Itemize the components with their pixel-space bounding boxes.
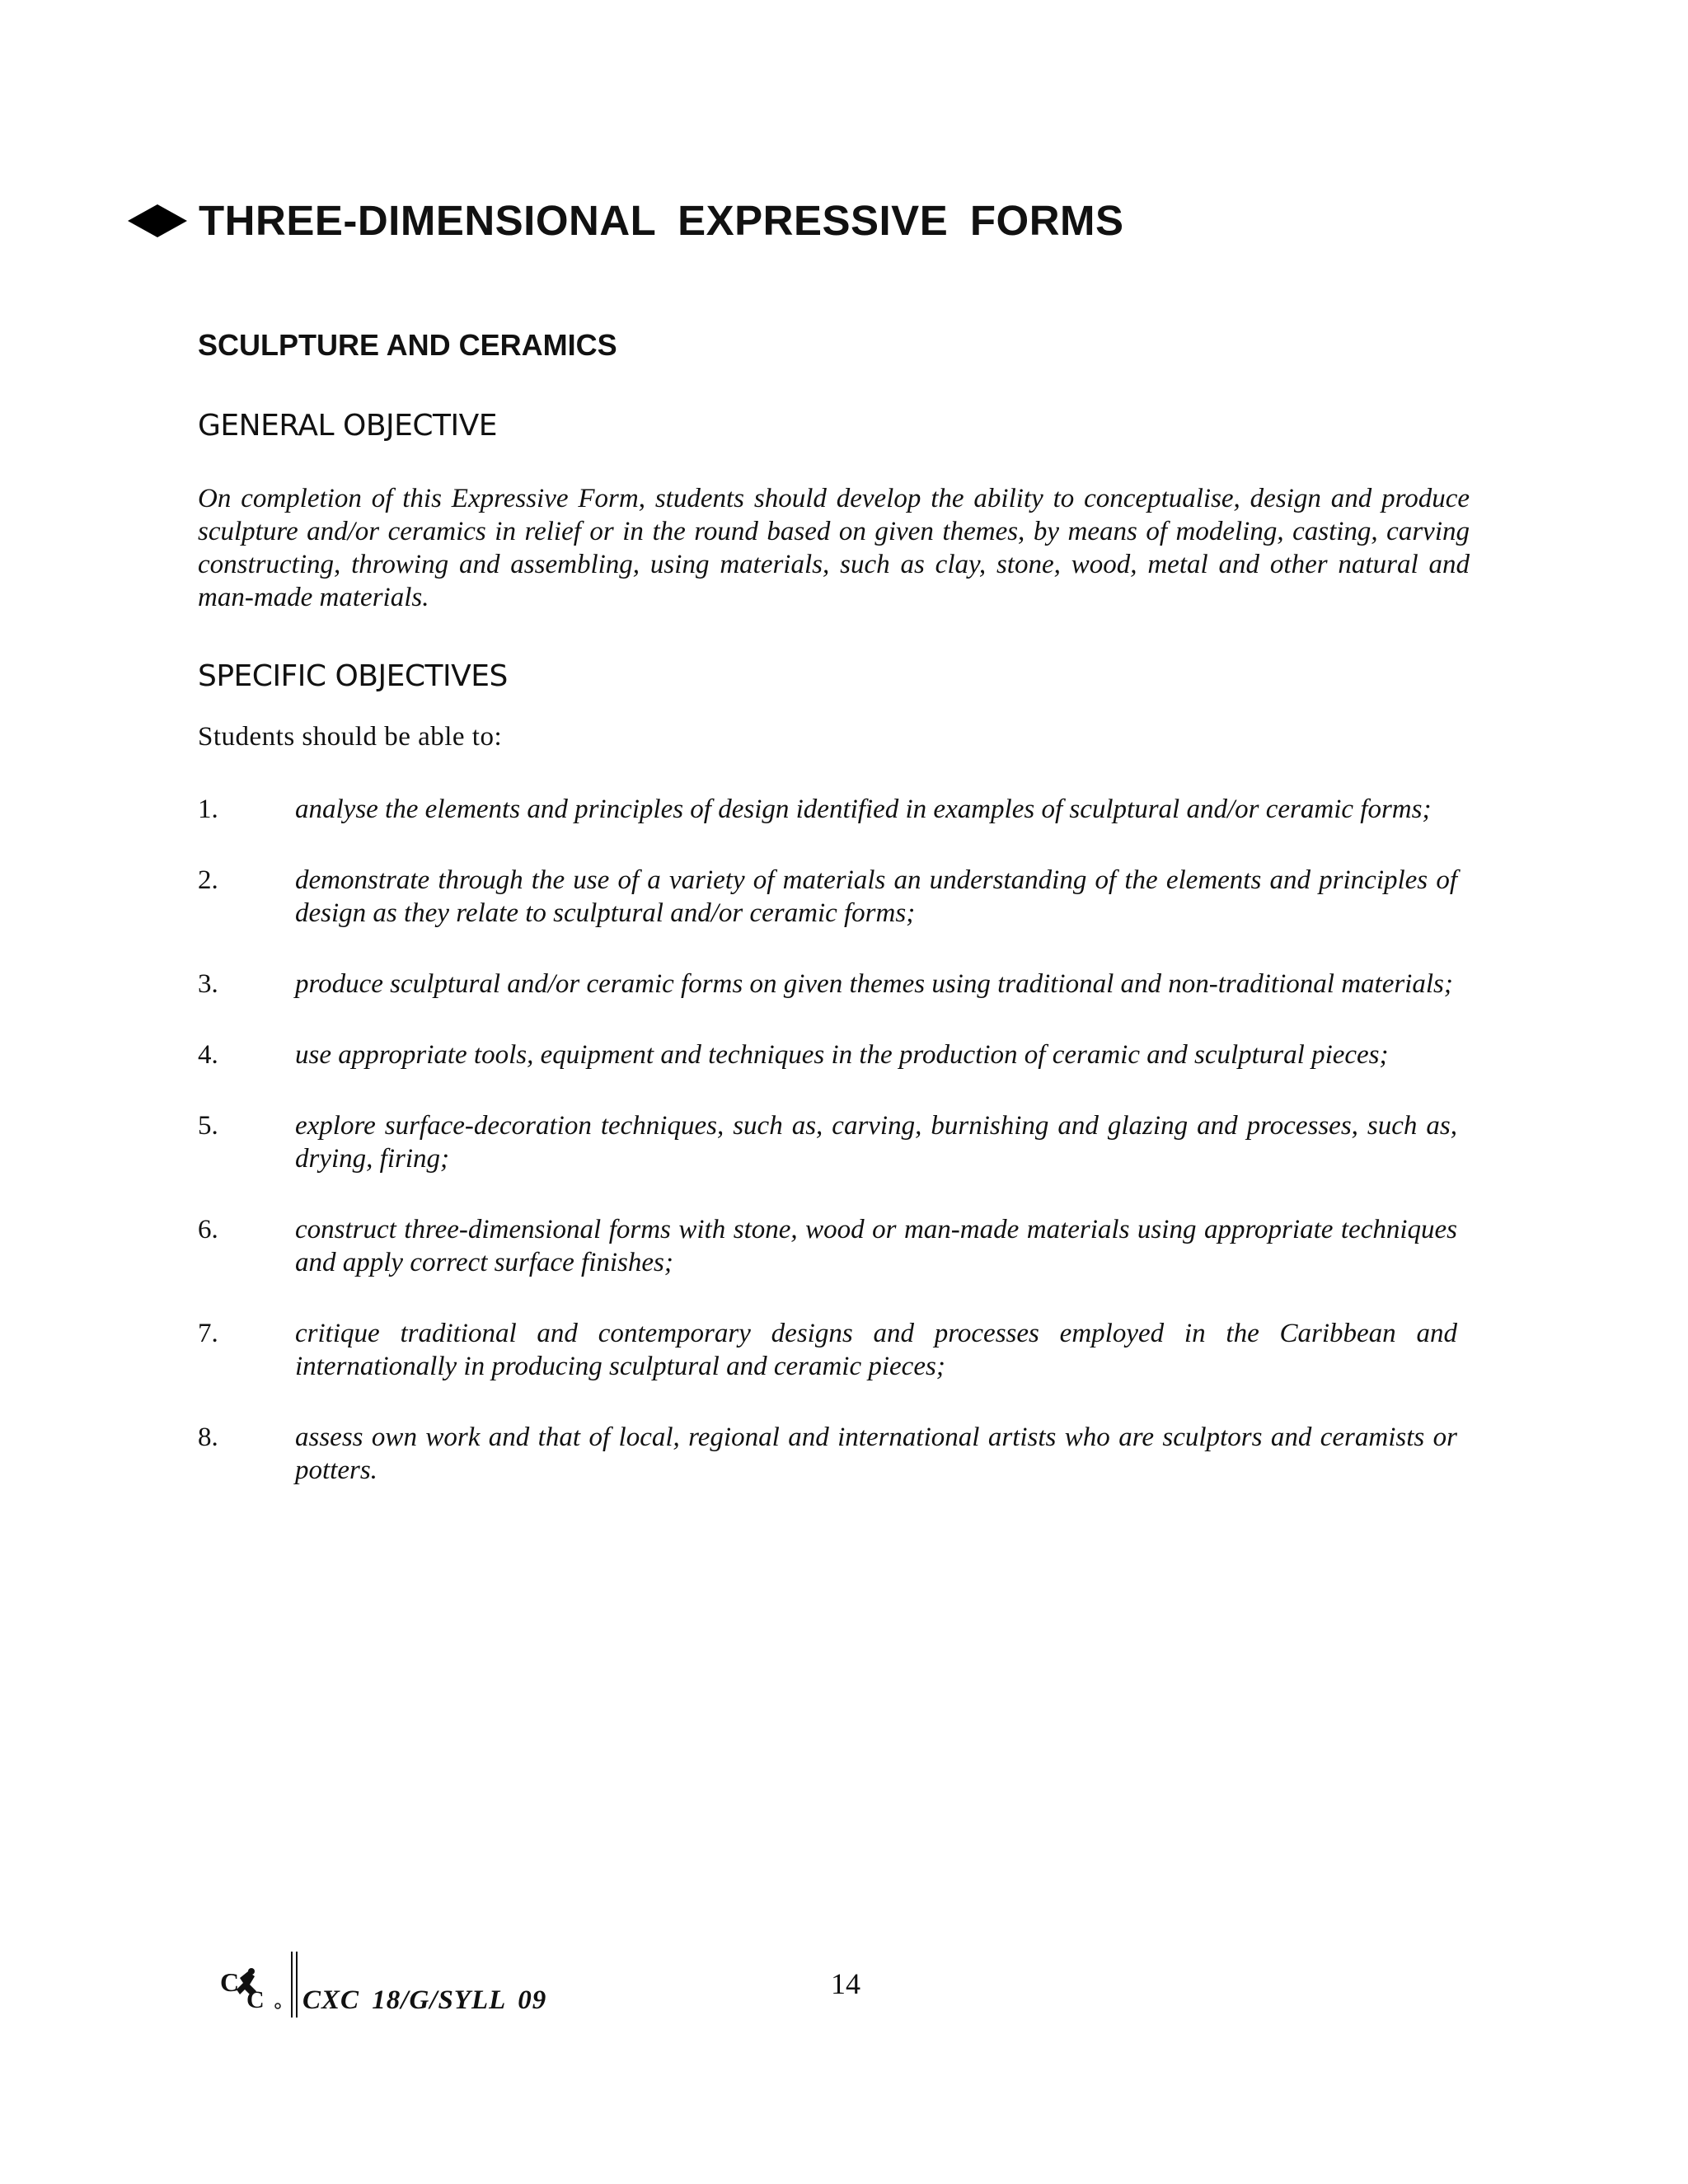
objective-number: 7. bbox=[198, 1319, 218, 1348]
svg-text:C: C bbox=[246, 1986, 265, 2013]
objective-item bbox=[198, 1421, 1457, 1487]
specific-objectives-intro: Students should be able to: bbox=[198, 722, 503, 752]
objective-number: 3. bbox=[198, 969, 218, 999]
page-footer bbox=[218, 1952, 546, 2018]
objective-number: 6. bbox=[198, 1215, 218, 1244]
cxc-logo-icon bbox=[218, 1966, 288, 2018]
svg-text:C: C bbox=[220, 1967, 240, 1997]
objective-number: 8. bbox=[198, 1422, 218, 1452]
objective-text: critique traditional and contemporary designs and processes employed in the Caribbean and internationally in producing sculptural and ceramic pieces; bbox=[295, 1319, 1457, 1381]
general-objective-heading: GENERAL OBJECTIVE bbox=[198, 409, 498, 443]
diamond-bullet-icon bbox=[128, 204, 187, 237]
objective-number: 5. bbox=[198, 1111, 218, 1141]
general-objective-text: On completion of this Expressive Form, students should develop the ability to conceptualise, design and produce sculpture and/or ceramics in relief or in the round based on given themes, by means of modeling, casting, carving constructing, throwing and assembling, using materials, such as clay, stone, wood, metal and other natural and man-made materials. bbox=[198, 484, 1470, 612]
objective-item bbox=[198, 793, 1457, 826]
footer-divider bbox=[291, 1952, 298, 2018]
objective-item bbox=[198, 1317, 1457, 1383]
objective-item bbox=[198, 1038, 1457, 1071]
objective-text: analyse the elements and principles of design identified in examples of sculptural and/or ceramic forms; bbox=[295, 794, 1432, 824]
objective-number: 4. bbox=[198, 1040, 218, 1070]
objective-item bbox=[198, 968, 1457, 1001]
objective-text: explore surface-decoration techniques, such as, carving, burnishing and glazing and processes, such as, drying, firing; bbox=[295, 1111, 1457, 1174]
objective-text: produce sculptural and/or ceramic forms on given themes using traditional and non-traditional materials; bbox=[295, 969, 1453, 999]
objective-number: 1. bbox=[198, 794, 218, 824]
objective-number: 2. bbox=[198, 865, 218, 895]
objective-text: construct three-dimensional forms with stone, wood or man-made materials using appropriate techniques and apply correct surface finishes; bbox=[295, 1215, 1457, 1277]
main-heading bbox=[128, 196, 1124, 245]
page-title: THREE-DIMENSIONAL EXPRESSIVE FORMS bbox=[199, 197, 1124, 244]
objective-text: assess own work and that of local, regional and international artists who are sculptors and ceramists or potters. bbox=[295, 1422, 1457, 1485]
specific-objectives-list bbox=[198, 793, 1457, 1525]
objective-item bbox=[198, 864, 1457, 930]
objective-item bbox=[198, 1213, 1457, 1279]
syllabus-code: CXC 18/G/SYLL 09 bbox=[302, 1985, 547, 2015]
specific-objectives-heading: SPECIFIC OBJECTIVES bbox=[198, 659, 508, 693]
objective-item bbox=[198, 1109, 1457, 1175]
objective-text: demonstrate through the use of a variety of materials an understanding of the elements and principles of design as they relate to sculptural and/or ceramic forms; bbox=[295, 865, 1457, 928]
page-number: 14 bbox=[831, 1967, 860, 2000]
section-subtitle: SCULPTURE AND CERAMICS bbox=[198, 328, 617, 362]
objective-text: use appropriate tools, equipment and techniques in the production of ceramic and sculptural pieces; bbox=[295, 1040, 1389, 1070]
